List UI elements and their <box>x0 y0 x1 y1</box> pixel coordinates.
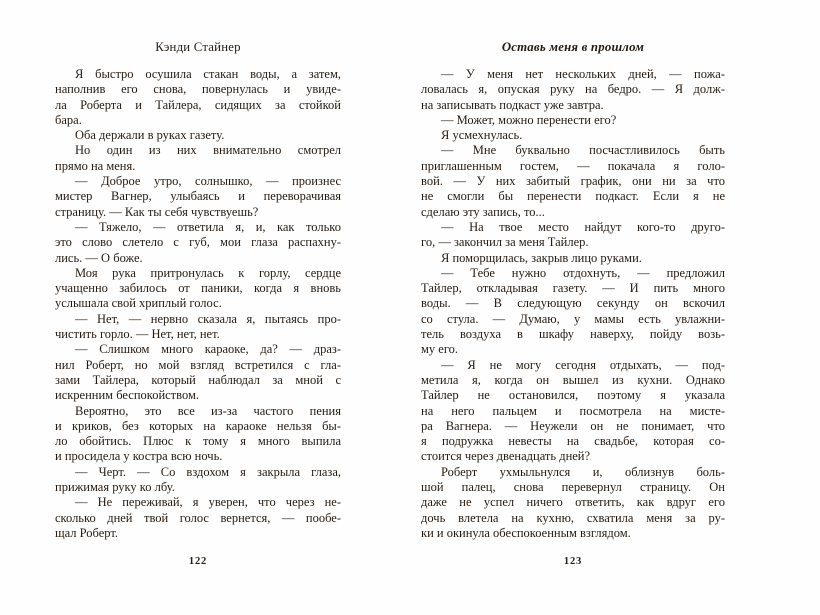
page-number: 122 <box>188 556 208 567</box>
paragraph <box>421 220 725 251</box>
text-line: прижимая руку ко лбу. <box>55 480 175 495</box>
text-line: учащенно забилось от паники, когда я вновь <box>55 281 341 296</box>
text-line: мистер Вагнер, улыбаясь и переворачивая <box>55 189 341 204</box>
text-line: стоится через двенадцать дней? <box>421 449 591 464</box>
text-line: ки и окинула обеспокоенным взглядом. <box>421 525 631 540</box>
text-line: Моя рука притронулась к горлу, сердце <box>75 265 341 280</box>
running-head-title: Оставь меня в прошлом <box>501 40 645 54</box>
paragraph <box>55 67 341 128</box>
text-line: — Нет, — нервно сказала я, пытаясь про- <box>75 311 341 326</box>
text-line: — Тяжело, — ответила я, и, как только <box>75 219 341 234</box>
text-line: даже не успел ничего ответить, как вдруг его <box>421 495 725 510</box>
text-line: сделаю эту запись, то... <box>421 204 545 219</box>
text-line: Оба держали в руках газету. <box>75 128 225 143</box>
text-line: го, — закончил за меня Тайлер. <box>421 235 589 250</box>
paragraph <box>55 312 341 343</box>
text-line: му его. <box>421 342 459 357</box>
text-line: Я поморщилась, закрыв лицо руками. <box>441 250 642 265</box>
text-line: бара. <box>55 112 82 127</box>
text-line: ло обойтись. Плюс к тому я много выпила <box>55 434 341 449</box>
text-line: страницу. — Как ты себя чувствуешь? <box>55 204 259 219</box>
page-number: 123 <box>563 556 583 567</box>
paragraph <box>421 143 725 219</box>
paragraph <box>421 128 725 143</box>
text-line: со стула. — Думаю, у мамы есть увлажни- <box>421 311 725 326</box>
text-line: это слово слетело с губ, мои глаза распахну- <box>55 235 341 250</box>
text-line: и криков, без которых на караоке нельзя бы- <box>55 418 341 433</box>
paragraph <box>421 465 725 541</box>
text-line: лись. — О боже. <box>55 250 143 265</box>
text-line: я подружка невесты на свадьбе, которая со- <box>421 434 725 449</box>
text-line: — На твое место найдут кого-то друго- <box>441 219 725 234</box>
paragraph <box>55 220 341 266</box>
text-line: не смогли бы перенести подкаст. Если я не <box>421 189 725 204</box>
paragraph <box>55 143 341 174</box>
paragraph <box>421 358 725 465</box>
text-line: Но один из них внимательно смотрел <box>75 143 341 158</box>
book-page-right <box>421 0 725 615</box>
text-line: метила я, когда он вышел из кухни. Однако <box>421 372 725 387</box>
paragraph <box>55 342 341 403</box>
text-line: — Доброе утро, солнышко, — произнес <box>75 174 341 189</box>
text-line: вой. — У них забитый график, они ни за что <box>421 174 725 189</box>
paragraph <box>421 266 725 358</box>
text-line: — Мне буквально посчастливилось быть <box>441 143 725 158</box>
text-line: Я быстро осушила стакан воды, а затем, <box>75 67 341 81</box>
text-line: на него пальцем и посмотрела на мисте- <box>421 403 725 418</box>
text-line: — Черт. — Со вздохом я закрыла глаза, <box>75 464 341 479</box>
text-line: дочь влетела на кухню, схватила меня за ру- <box>421 510 725 525</box>
running-head-author: Кэнди Стайнер <box>155 40 241 54</box>
paragraph <box>55 495 341 541</box>
text-line: ловалась я, опуская руку на бедро. — Я долж- <box>421 82 725 97</box>
text-line: приглашенным гостем, — покачала я голо- <box>421 158 725 173</box>
text-line: — Тебе нужно отдохнуть, — предложил <box>441 265 725 280</box>
text-line: ра Вагнера. — Неужели он не понимает, что <box>421 418 725 433</box>
text-line: — Не переживай, я уверен, что через не- <box>75 495 341 510</box>
text-line: — Я не могу сегодня отдыхать, — под- <box>441 357 725 372</box>
text-line: искренним беспокойством. <box>55 388 200 403</box>
text-line: Тайлер не остановился, поэтому я указала <box>421 388 725 403</box>
text-line: ла Роберта и Тайлера, сидящих за стойкой <box>55 97 341 112</box>
paragraph <box>421 113 725 128</box>
text-line: на записывать подкаст уже завтра. <box>421 97 604 112</box>
paragraph <box>55 128 341 143</box>
text-line: — Может, можно перенести его? <box>441 112 617 127</box>
text-line: зами Тайлера, который наблюдал за мной с <box>55 372 341 387</box>
paragraph <box>55 465 341 496</box>
paragraph <box>421 67 725 113</box>
text-line: и просидела у костра всю ночь. <box>55 449 223 464</box>
paragraph <box>55 174 341 220</box>
text-line: нил Роберт, но мой взгляд встретился с гла- <box>55 357 341 372</box>
page-body <box>421 67 725 541</box>
text-line: Роберт ухмыльнулся и, облизнув боль- <box>441 464 725 479</box>
text-line: чистить горло. — Нет, нет, нет. <box>55 327 220 342</box>
text-line: — У меня нет нескольких дней, — пожа- <box>441 67 725 81</box>
text-line: Вероятно, это все из-за частого пения <box>75 403 341 418</box>
text-line: прямо на меня. <box>55 158 136 173</box>
paragraph <box>55 266 341 312</box>
text-line: наполнив его снова, повернулась и увиде- <box>55 82 341 97</box>
text-line: сколько дней твой голос вернется, — пообе- <box>55 510 341 525</box>
text-line: Я усмехнулась. <box>441 128 523 143</box>
text-line: щал Роберт. <box>55 525 119 540</box>
text-line: услышала свой хриплый голос. <box>55 296 222 311</box>
text-line: тель воздуха в шкафу наверху, пойду возь- <box>421 327 725 342</box>
text-line: Тайлер, откладывая газету. — И пить много <box>421 281 725 296</box>
paragraph <box>55 404 341 465</box>
book-page-left <box>55 0 341 615</box>
text-line: воды. — В следующую секунду он вскочил <box>421 296 725 311</box>
text-line: шой палец, снова перевернул страницу. Он <box>421 480 725 495</box>
text-line: — Слишком много караоке, да? — драз- <box>75 342 341 357</box>
page-body <box>55 67 341 541</box>
paragraph <box>421 251 725 266</box>
